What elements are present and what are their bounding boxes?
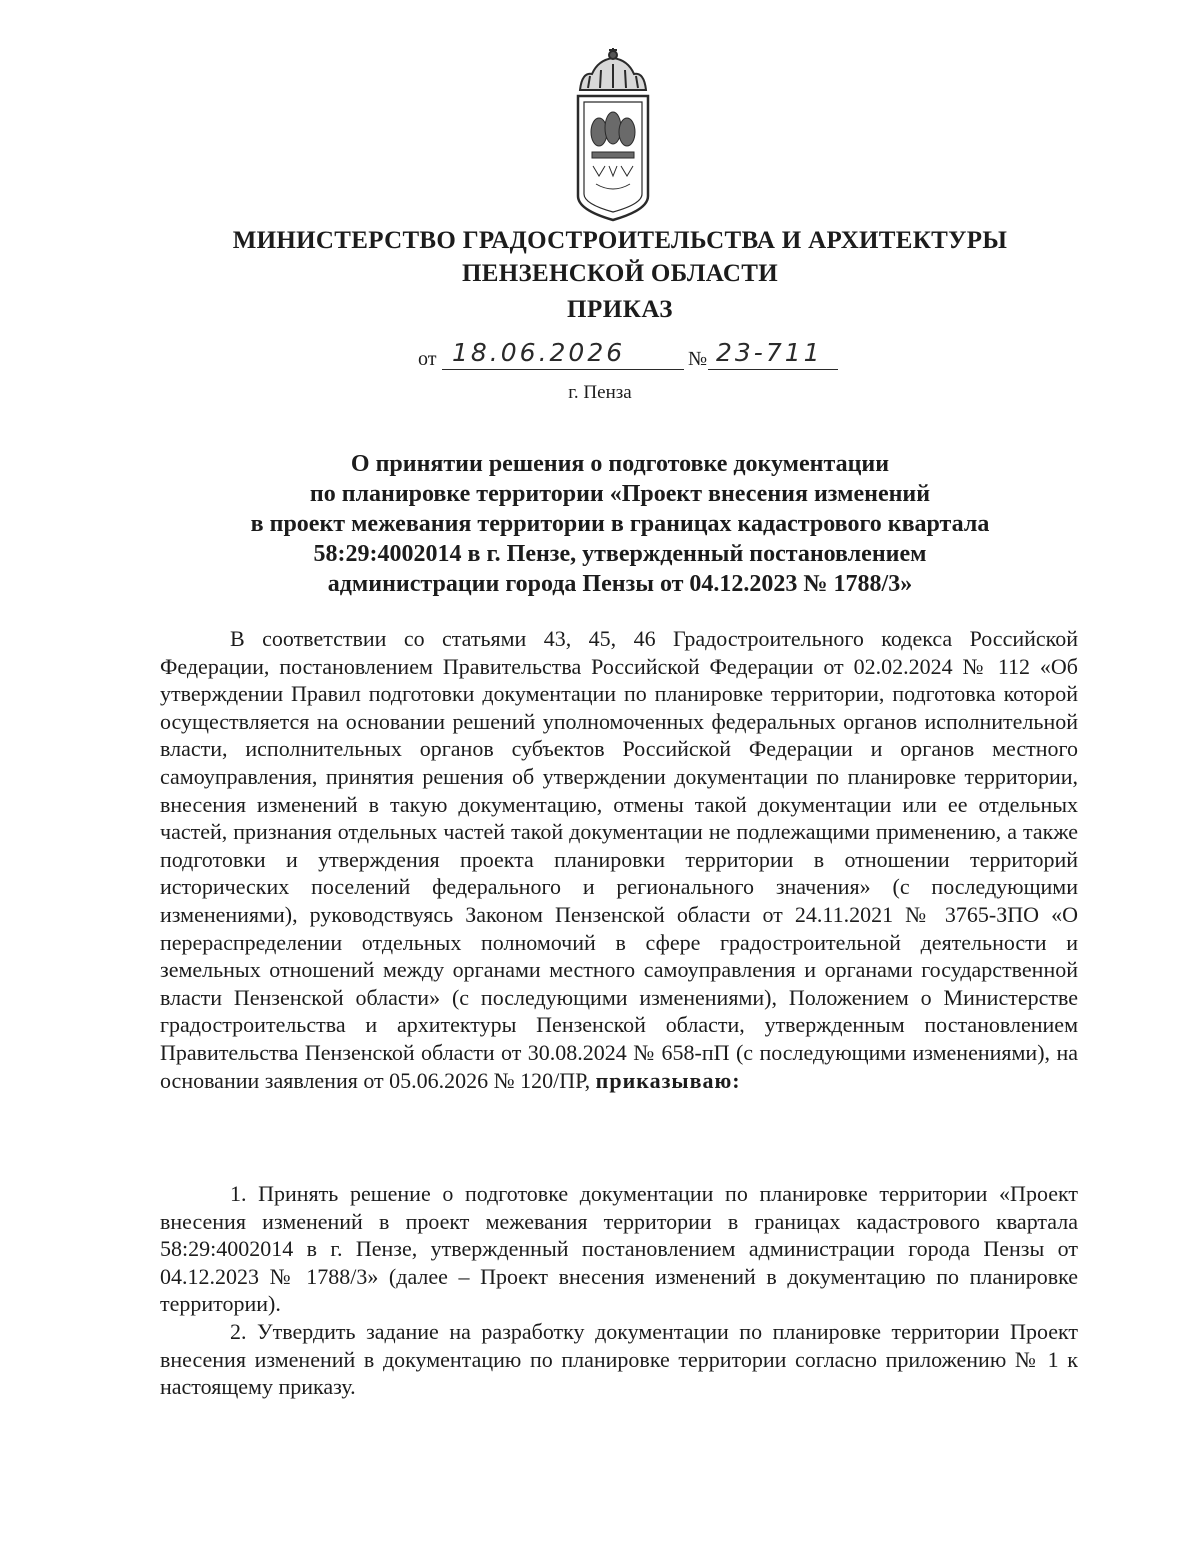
number-prefix: № [688,348,708,370]
subject-line5: администрации города Пензы от 04.12.2023 № 1788/3» [327,571,913,597]
subject-line2: по планировке территории «Проект внесения изменений [309,481,931,507]
ministry-name-line1: МИНИСТЕРСТВО ГРАДОСТРОИТЕЛЬСТВА И АРХИТЕКТУРЫ [232,227,1008,254]
subject-line1: О принятии решения о подготовке документации [350,451,890,477]
order-word: приказываю: [595,1067,741,1093]
number-underline [708,369,838,370]
preamble-text: В соответствии со статьями 43, 45, 46 Градостроительного кодекса Российской Федерации, постановлением Правительства Российской Федерации от 02.02.2024 № 112 «Об утверждении Правил подготовки документации по планировке территории, подготовка которой осуществляется на основании решений уполномоченных федеральных органов исполнительной власти, исполнительных органов субъектов Российской Федерации и органов местного самоуправления, принятия решения об утверждении документации по планировке территории, внесения изменений в такую документацию, отмены такой документации или ее отдельных частей, признания отдельных частей такой документации не подлежащими применению, а также подготовки и утверждения проекта планировки территории в отношении территорий исторических поселений федерального и регионального значения» (с последующими изменениями), руководствуясь Законом Пензенской области от 24.11.2021 № 3765-ЗПО «О перераспределении отдельных полномочий в сфере градостроительной деятельности и земельных отношений между органами местного самоуправления и органами государственной власти Пензенской области» (с последующими изменениями), Положением о Министерстве градостроительства и архитектуры Пензенской области, утвержденным постановлением Правительства Пензенской области от 30.08.2024 № 658-пП (с последующими изменениями), на основании заявления от 05.06.2026 № 120/ПР, [160,626,1078,1093]
preamble-paragraph [160,625,1078,1094]
subject-line3: в проект межевания территории в границах кадастрового квартала [250,511,990,537]
date-number-line [418,338,858,372]
coat-of-arms-emblem [568,48,658,224]
order-item-2: 2. Утвердить задание на разработку документации по планировке территории Проект внесения изменений в документацию по планировке территории согласно приложению № 1 к настоящему приказу. [160,1318,1078,1400]
order-item-1: 1. Принять решение о подготовке документации по планировке территории «Проект внесения изменений в проект межевания территории в границах кадастрового квартала 58:29:4002014 в г. Пензе, утвержденный постановлением администрации города Пензы от 04.12.2023 № 1788/3» (далее – Проект внесения изменений в документацию по планировке территории). [160,1181,1078,1317]
handwritten-number: 23-711 [716,338,823,367]
order-items [160,1180,1078,1401]
date-prefix: от [418,348,437,370]
city: г. Пенза [568,382,632,403]
handwritten-date: 18.06.2026 [452,338,626,367]
date-underline [442,369,684,370]
subject-line4: 58:29:4002014 в г. Пензе, утвержденный постановлением [313,541,927,567]
preamble-section [160,625,1078,1094]
document-type: ПРИКАЗ [567,296,673,323]
ministry-name [160,224,1080,290]
order-subject [190,449,1050,599]
ministry-name-line2: ПЕНЗЕНСКОЙ ОБЛАСТИ [462,260,778,287]
